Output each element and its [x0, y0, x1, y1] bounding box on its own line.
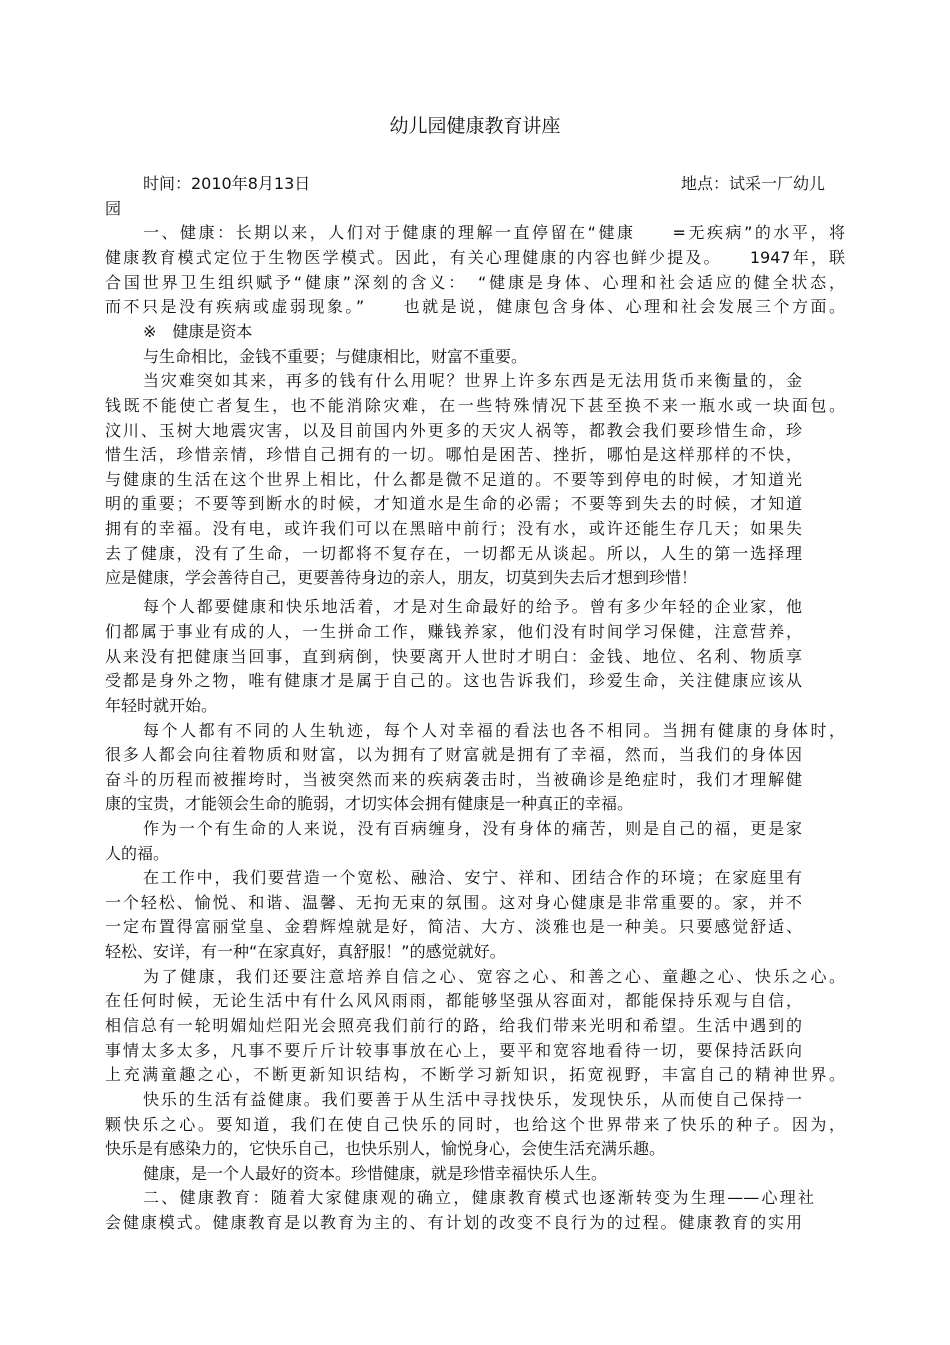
body-line: 颗快乐之心。要知道，我们在使自己快乐的同时，也给这个世界带来了快乐的种子。因为，: [105, 1115, 845, 1134]
body-line: 当灾难突如其来，再多的钱有什么用呢？世界上许多东西是无法用货币来衡量的，金: [143, 371, 802, 390]
lecture-time: 时间：2010年8月13日: [143, 174, 311, 193]
body-line: 在任何时候，无论生活中有什么风风雨雨，都能够坚强从容面对，都能保持乐观与自信，: [105, 991, 802, 1010]
body-line: 事情太多太多，凡事不要斤斤计较事事放在心上，要平和宽容地看待一切，要保持活跃向: [105, 1041, 802, 1060]
lecture-place: 地点：试采一厂幼儿: [681, 174, 826, 193]
body-line: 们都属于事业有成的人，一生拼命工作，赚钱养家，他们没有时间学习保健，注意营养，: [105, 622, 802, 641]
body-line: 应是健康，学会善待自己，更要善待身边的亲人，朋友，切莫到失去后才想到珍惜！: [105, 568, 698, 587]
body-line: 去了健康，没有了生命，一切都将不复存在，一切都无从谈起。所以，人生的第一选择理: [105, 544, 802, 563]
body-line: 很多人都会向往着物质和财富，以为拥有了财富就是拥有了幸福，然而，当我们的身体因: [105, 745, 802, 764]
body-line: 快乐的生活有益健康。我们要善于从生活中寻找快乐，发现快乐，从而使自己保持一: [143, 1090, 802, 1109]
body-line: 快乐是有感染力的，它快乐自己，也快乐别人，愉悦身心，会使生活充满乐趣。: [105, 1139, 666, 1158]
body-line: 年轻时就开始。: [105, 696, 218, 715]
body-line: 健康教育模式定位于生物医学模式。因此，有关心理健康的内容也鲜少提及。 1947年，联: [105, 248, 845, 267]
body-line: 作为一个有生命的人来说，没有百病缠身，没有身体的痛苦，则是自己的福，更是家: [143, 819, 802, 838]
section-heading: 二、健康教育：随着大家健康观的确立，健康教育模式也逐渐转变为生理——心理社: [143, 1188, 814, 1207]
body-line: 一个轻松、愉悦、和谐、温馨、无拘无束的氛围。这对身心健康是非常重要的。家，并不: [105, 893, 802, 912]
body-line: 与生命相比，金钱不重要；与健康相比，财富不重要。: [143, 347, 528, 366]
body-line: 汶川、玉树大地震灾害，以及目前国内外更多的天灾人祸等，都教会我们要珍惜生命，珍: [105, 421, 802, 440]
body-line: 健康，是一个人最好的资本。珍惜健康，就是珍惜幸福快乐人生。: [143, 1164, 608, 1183]
body-line: 合国世界卫生组织赋予“健康”深刻的含义： “健康是身体、心理和社会适应的健全状态，: [105, 273, 845, 292]
body-line: 康的宝贵，才能领会生命的脆弱，才切实体会拥有健康是一种真正的幸福。: [105, 794, 634, 813]
body-line: 在工作中，我们要营造一个宽松、融洽、安宁、祥和、团结合作的环境；在家庭里有: [143, 868, 802, 887]
body-line: 拥有的幸福。没有电，或许我们可以在黑暗中前行；没有水，或许还能生存几天；如果失: [105, 519, 802, 538]
lecture-place-wrap: 园: [105, 199, 122, 218]
body-line: 惜生活，珍惜亲情，珍惜自己拥有的一切。哪怕是困苦、挫折，哪怕是这样那样的不快，: [105, 445, 802, 464]
body-line: 一、健康：长期以来，人们对于健康的理解一直停留在“健康 =无疾病”的水平，将: [143, 223, 845, 242]
body-line: 明的重要；不要等到断水的时候，才知道水是生命的必需；不要等到失去的时候，才知道: [105, 494, 802, 513]
body-line: 相信总有一轮明媚灿烂阳光会照亮我们前行的路，给我们带来光明和希望。生活中遇到的: [105, 1016, 802, 1035]
body-line: 上充满童趣之心，不断更新知识结构，不断学习新知识，拓宽视野，丰富自己的精神世界。: [105, 1065, 845, 1084]
body-line: 为了健康，我们还要注意培养自信之心、宽容之心、和善之心、童趣之心、快乐之心。: [143, 967, 845, 986]
document-title: 幼儿园健康教育讲座: [389, 115, 561, 137]
body-line: 奋斗的历程而被摧垮时，当被突然而来的疾病袭击时，当被确诊是绝症时，我们才理解健: [105, 770, 802, 789]
body-line: 每个人都要健康和快乐地活着，才是对生命最好的给予。曾有多少年轻的企业家，他: [143, 597, 802, 616]
body-line: 受都是身外之物，唯有健康才是属于自己的。这也告诉我们，珍爱生命，关注健康应该从: [105, 671, 802, 690]
body-line: 轻松、安详，有一种“在家真好，真舒服！”的感觉就好。: [105, 942, 506, 961]
body-line: 一定布置得富丽堂皇、金碧辉煌就是好，简洁、大方、淡雅也是一种美。只要感觉舒适、: [105, 917, 802, 936]
body-line: 而不只是没有疾病或虚弱现象。” 也就是说，健康包含身体、心理和社会发展三个方面。: [105, 297, 845, 316]
body-line: 会健康模式。健康教育是以教育为主的、有计划的改变不良行为的过程。健康教育的实用: [105, 1213, 802, 1232]
body-line: 人的福。: [105, 844, 170, 863]
body-line: 钱既不能使亡者复生，也不能消除灾难，在一些特殊情况下甚至换不来一瓶水或一块面包。: [105, 396, 845, 415]
section-heading: ※ 健康是资本: [143, 322, 253, 341]
body-line: 与健康的生活在这个世界上相比，什么都是微不足道的。不要等到停电的时候，才知道光: [105, 470, 802, 489]
body-line: 从来没有把健康当回事，直到病倒，快要离开人世时才明白：金钱、地位、名利、物质享: [105, 647, 802, 666]
body-line: 每个人都有不同的人生轨迹，每个人对幸福的看法也各不相同。当拥有健康的身体时，: [143, 721, 845, 740]
